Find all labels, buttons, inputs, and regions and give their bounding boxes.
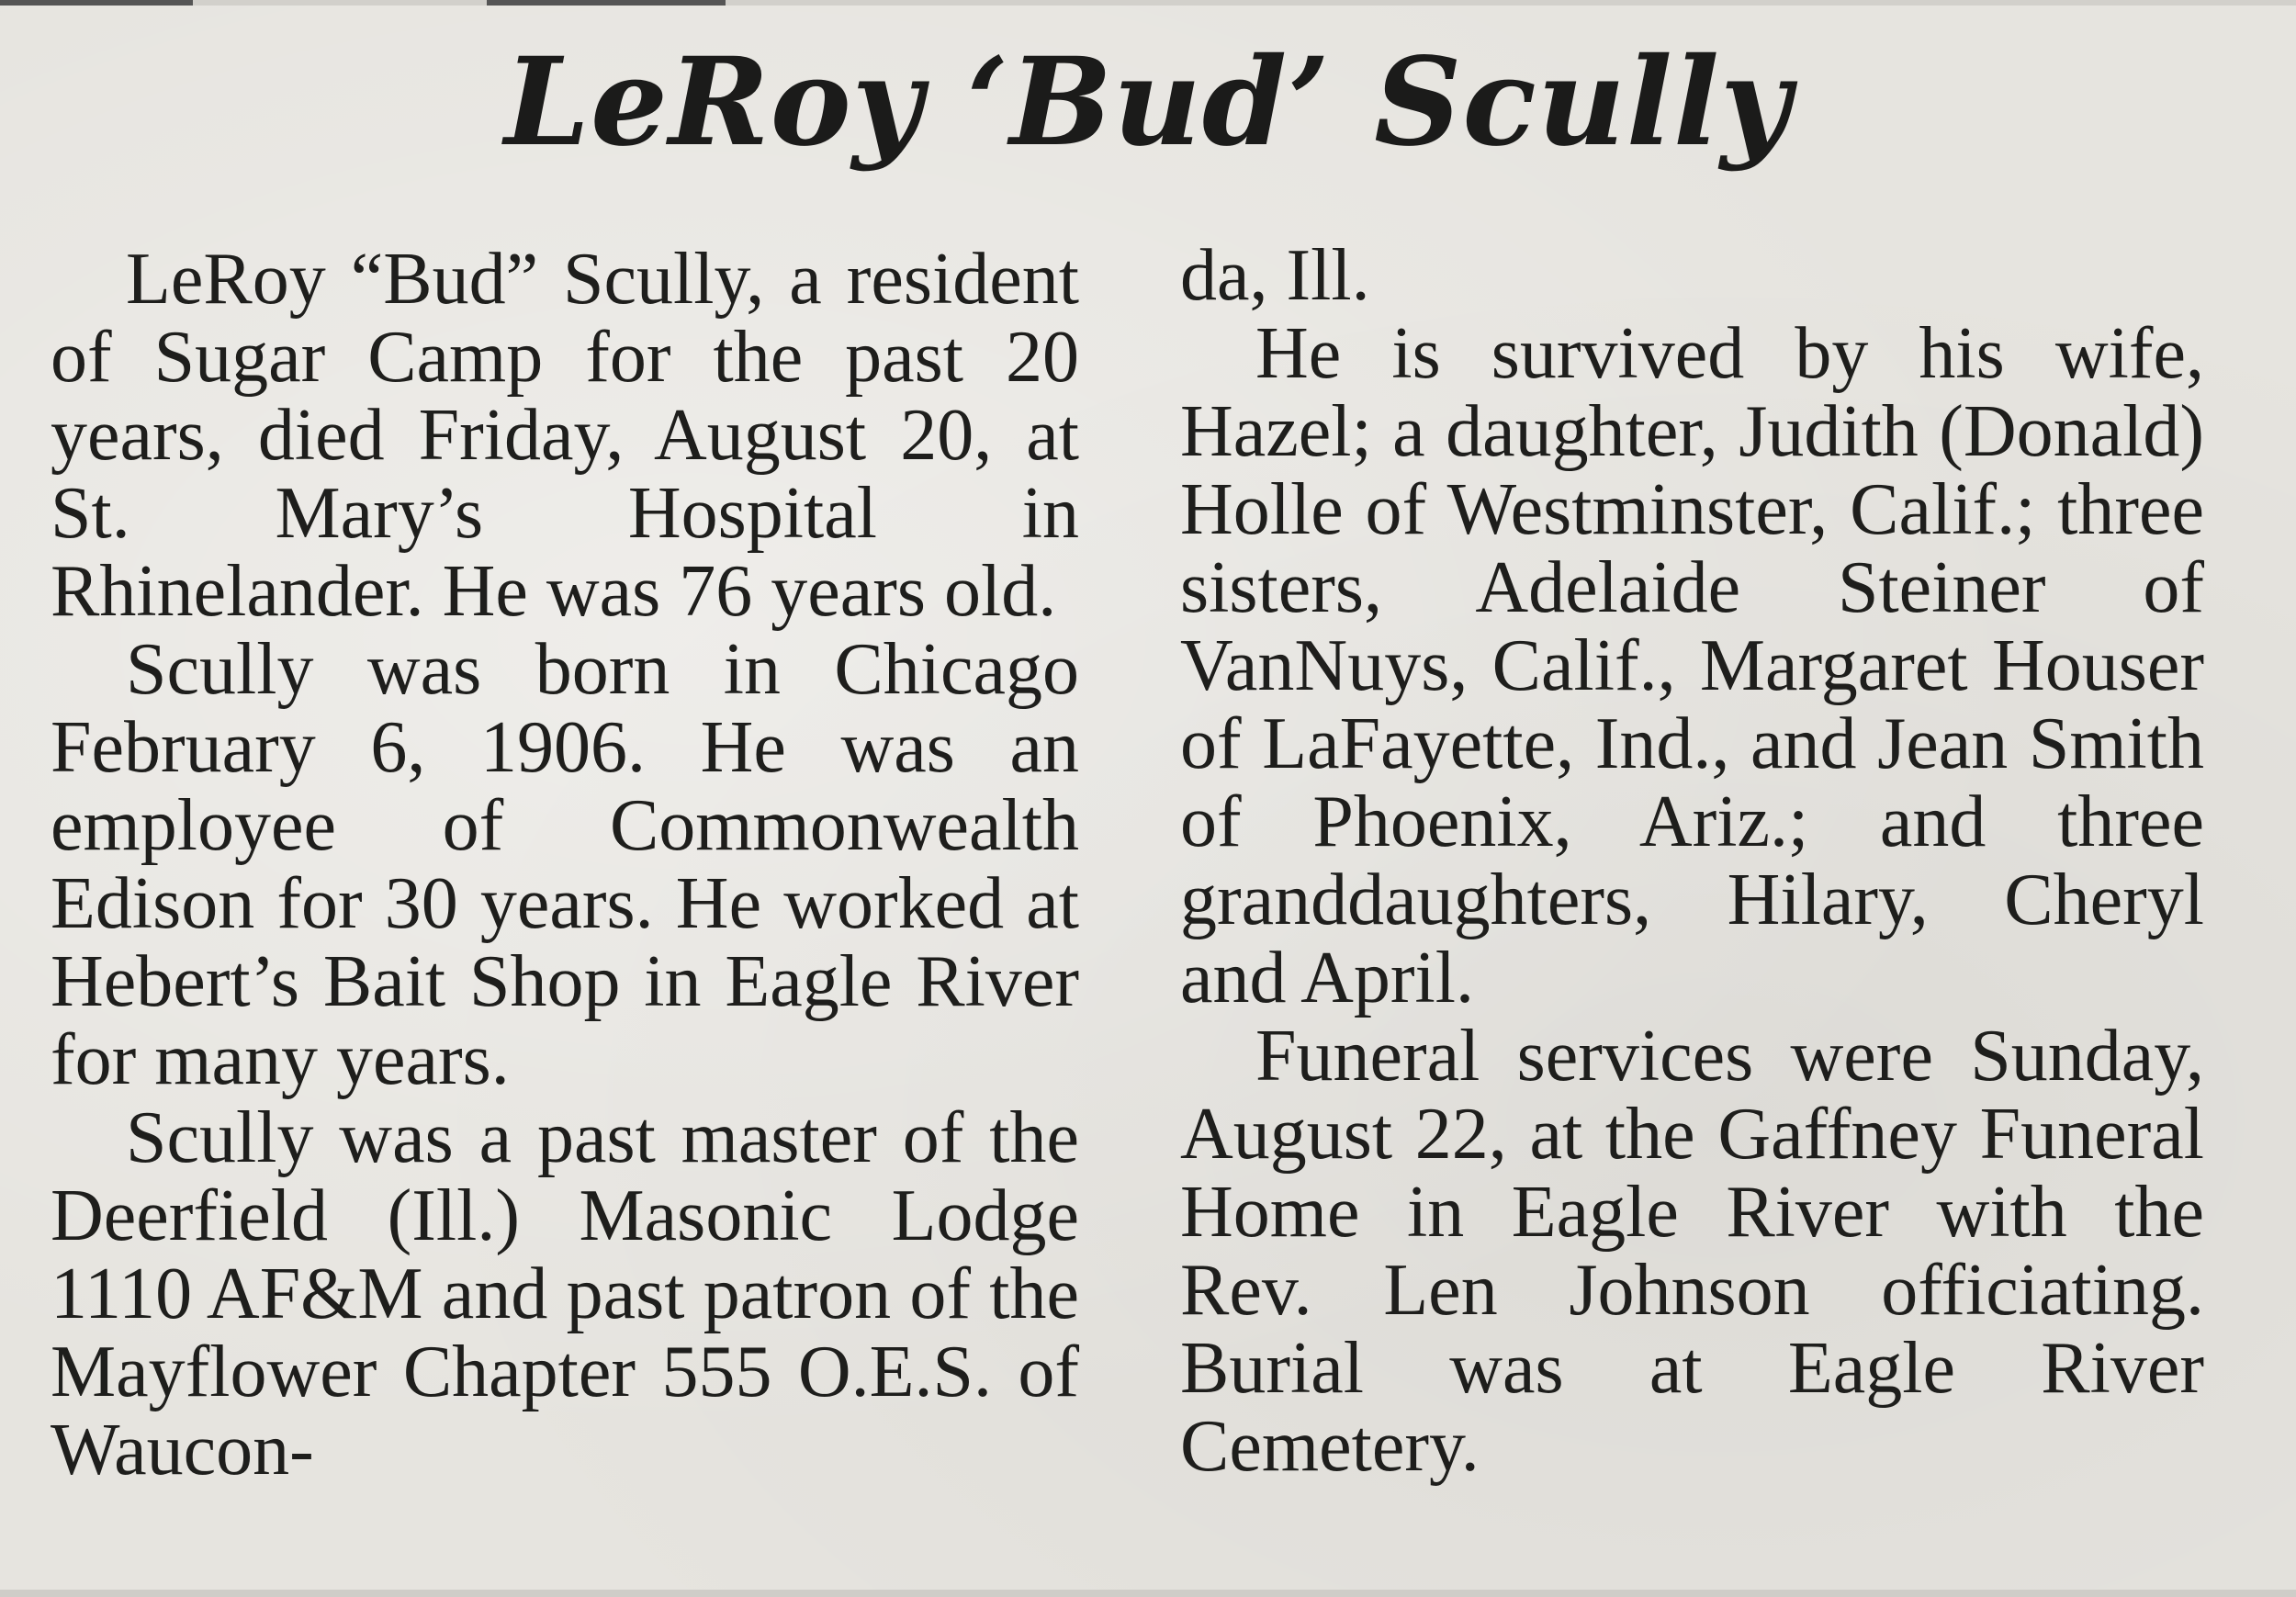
bottom-rule (0, 1590, 2296, 1597)
top-rule-segment (0, 0, 193, 6)
paragraph-continuation: da, Ill. (1180, 235, 1370, 316)
paragraph-death-notice: LeRoy “Bud” Scully, a resident of Sugar Camp for the past 20 years, died Friday, August 20, at St. Mary’s Hospital in Rhinelander. He was 76 years old. (51, 239, 1079, 632)
paragraph-funeral: Funeral services were Sunday, August 22, at the Gaffney Funeral Home in Eagle River with the Rev. Len Johnson officiating. Burial was at Eagle River Cemetery. (1180, 1016, 2204, 1487)
top-rule-segment (487, 0, 726, 6)
top-rule (0, 0, 2296, 6)
obituary-headline: LeRoy ‘Bud’ Scully (504, 31, 1792, 174)
left-column (51, 241, 1079, 1490)
paragraph-biography: Scully was born in Chicago February 6, 1906. He was an employee of Commonwealth Edison for 30 years. He worked at Hebert’s Bait Shop in Eagle River for many years. (51, 629, 1079, 1100)
paragraph-masonic: Scully was a past master of the Deerfield (Ill.) Masonic Lodge 1110 AF&M and past patron of the Mayflower Chapter 555 O.E.S. of Waucon- (51, 1097, 1079, 1490)
right-column (1180, 237, 2204, 1486)
paragraph-survivors: He is survived by his wife, Hazel; a daughter, Judith (Donald) Holle of Westminster, Calif.; three sisters, Adelaide Steiner of VanNuys, Calif., Margaret Houser of LaFayette, Ind., and Jean Smith of Phoenix, Ariz.; and three granddaughters, Hilary, Cheryl and April. (1180, 313, 2204, 1018)
